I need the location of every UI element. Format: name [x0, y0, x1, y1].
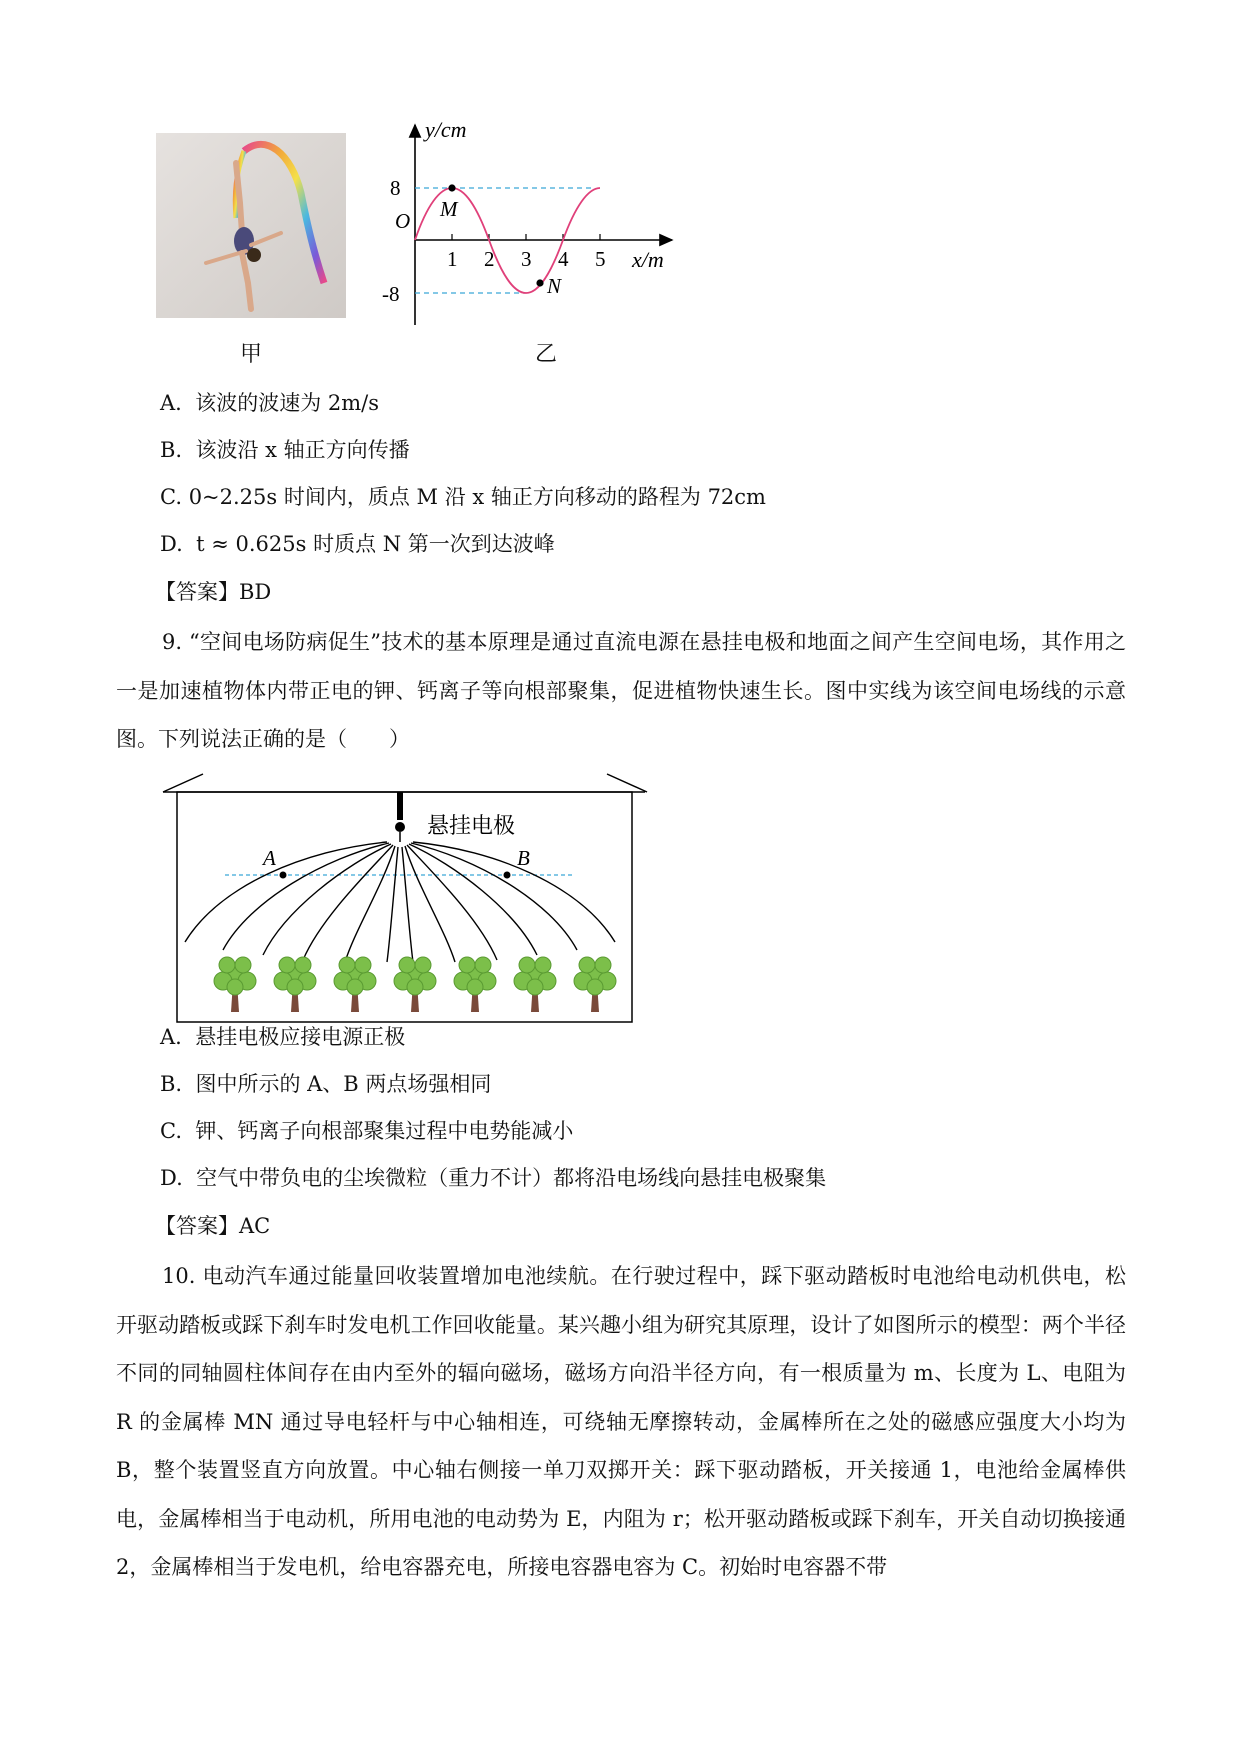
x-tick-3: 3 — [521, 247, 532, 271]
tree-icon — [214, 957, 256, 1012]
x-tick-2: 2 — [484, 247, 495, 271]
gymnast-photo — [156, 133, 346, 318]
q10-stem: 10. 电动汽车通过能量回收装置增加电池续航。在行驶过程中，踩下驱动踏板时电池给电动机供电，松开驱动踏板或踩下刹车时发电机工作回收能量。某兴趣小组为研究其原理，设计了如图所示的模型：两个半径不同的同轴圆柱体间存在由内至外的辐向磁场，磁场方向沿半径方向，有一根质量为 m、长度为 L、电阻为 R 的金属棒 MN 通过导电轻杆与中心轴相连，可绕轴无摩擦转动，金属棒所在之处的磁感应强度大小均为 B，整个装置竖直方向放置。中心轴右侧接一单刀双掷开关：踩下驱动踏板，开关接通 1，电池给金属棒供电，金属棒相当于电动机，所用电池的电动势为 E，内阻为 r；松开驱动踏板或踩下刹车，开关自动切换接通 2，金属棒相当于发电机，给电容器充电，所接电容器电容为 C。初始时电容器不带 — [116, 1264, 1126, 1579]
origin-label: O — [395, 209, 411, 233]
point-b-label: B — [517, 846, 530, 870]
point-n-label: N — [547, 274, 562, 298]
tree-icon — [574, 957, 616, 1012]
q9-option-d: D. 空气中带负电的尘埃微粒（重力不计）都将沿电场线向悬挂电极聚集 — [160, 1166, 827, 1190]
point-a-label: A — [263, 846, 276, 870]
q8-answer: 【答案】BD — [155, 580, 272, 604]
x-tick-5: 5 — [595, 247, 606, 271]
tree-icon — [394, 957, 436, 1012]
q9-answer: 【答案】AC — [155, 1214, 271, 1238]
q9-option-c: C. 钾、钙离子向根部聚集过程中电势能减小 — [160, 1119, 574, 1143]
x-tick-1: 1 — [447, 247, 458, 271]
q9-option-b: B. 图中所示的 A、B 两点场强相同 — [160, 1072, 492, 1096]
tree-icon — [454, 957, 496, 1012]
tree-icon — [274, 957, 316, 1012]
figure-caption-right: 乙 — [535, 342, 558, 367]
y-axis-label: y/cm — [425, 117, 467, 142]
y-tick-pos: 8 — [390, 176, 401, 200]
q8-option-d: D. t ≈ 0.625s 时质点 N 第一次到达波峰 — [160, 532, 555, 556]
tree-icon — [334, 957, 376, 1012]
point-m-label: M — [440, 197, 458, 221]
electrode-label: 悬挂电极 — [427, 813, 516, 838]
figure-caption-left: 甲 — [240, 342, 263, 367]
x-tick-4: 4 — [558, 247, 569, 271]
tree-icon — [514, 957, 556, 1012]
q8-option-a: A. 该波的波速为 2m/s — [160, 391, 380, 415]
q8-option-c: C. 0~2.25s 时间内，质点 M 沿 x 轴正方向移动的路程为 72cm — [160, 485, 766, 509]
y-tick-neg: -8 — [382, 282, 400, 306]
q8-option-b: B. 该波沿 x 轴正方向传播 — [160, 438, 410, 462]
q9-option-a: A. 悬挂电极应接电源正极 — [160, 1025, 406, 1049]
x-axis-label: x/m — [632, 247, 664, 272]
electric-field-diagram — [155, 770, 655, 1025]
wave-graph — [370, 115, 690, 330]
q9-stem: 9. “空间电场防病促生”技术的基本原理是通过直流电源在悬挂电极和地面之间产生空间电场，其作用之一是加速植物体内带正电的钾、钙离子等向根部聚集，促进植物快速生长。图中实线为该空间电场线的示意图。下列说法正确的是（ ） — [116, 630, 1126, 751]
